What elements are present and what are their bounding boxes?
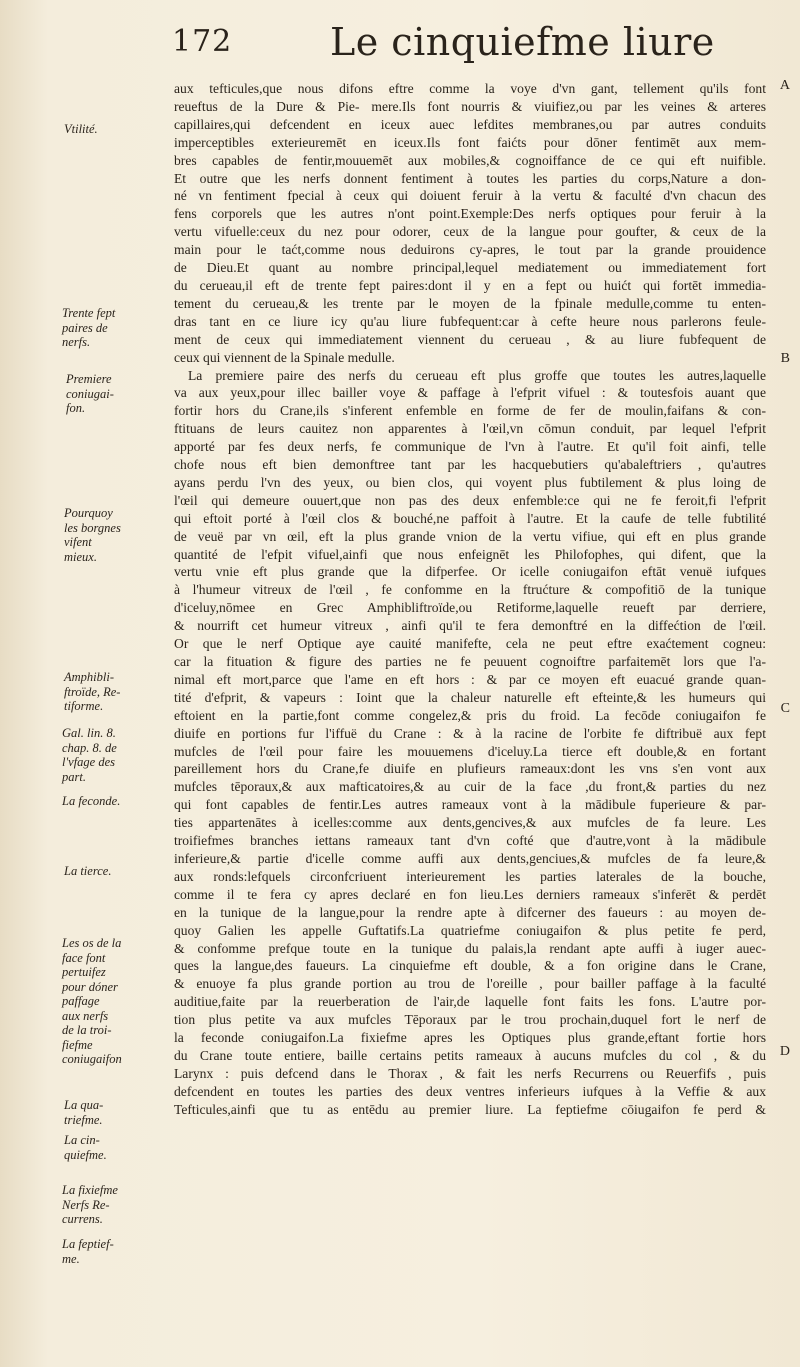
margin-note-line: La cin- <box>64 1133 100 1147</box>
text-line: defcendent en toutes les parties des deux ventres inferieurs iufques à la Veffie & aux <box>174 1083 766 1099</box>
margin-note <box>62 306 115 350</box>
text-line: apporté par fes deux nerfs, fe communique de l'vn à l'autre. Et qu'il foit ainfi, telle <box>174 439 766 455</box>
page-number: 172 <box>172 24 233 59</box>
text-line: tité d'efprit, & vapeurs : Ioint que la chaleur naturelle eft efteinte,& les humeurs qui <box>174 689 766 705</box>
margin-note <box>62 936 122 1067</box>
margin-notes <box>4 80 154 1350</box>
margin-note <box>64 670 120 714</box>
section-letter-b: B <box>780 351 790 366</box>
margin-note-line: l'vfage des <box>62 755 116 769</box>
margin-note-line: paffage <box>62 994 100 1008</box>
margin-note-line: fiefme <box>62 1037 93 1052</box>
text-line: dras tant en ce liure icy qu'au liure fubfequent:car à cefte heure nous parlerons feule- <box>174 313 766 329</box>
text-line: vertu vnie eft plus grande que la difperfee. Or icelle coniugaifon eftāt venuë iufques <box>174 564 766 580</box>
text-line: Et outre que les nerfs donnent fentiment à toutes les parties du corps,Nature a don- <box>174 170 766 186</box>
text-line: car la fituation & figure des parties ne fe peuuent cognoiftre parfaitemēt lors que l'a- <box>174 654 766 669</box>
text-line: capillaires,qui defcendent en iceux auec lefdites membranes,ou par autres conduits <box>174 116 766 132</box>
text-line: diuife en portions fur l'iffuë du Crane : & à la racine de l'orbite fe diftribuë aux fept <box>174 725 766 741</box>
text-line: qui font capables de fentir.Les autres rameaux vont à la mādibule fuperieure & par- <box>174 797 766 813</box>
margin-note-line: quiefme. <box>64 1147 107 1162</box>
text-line: bres capables de fentir,mouuemēt aux mobiles,& cognoiffance de ce qui eft nuifible. <box>174 152 766 168</box>
text-line: aux tefticules,que nous difons eftre comme la voye d'vn gant, tellement qu'ils font <box>174 81 766 96</box>
text-line: main pour le taćt,comme nous deduirons cy-apres, le tout par la grande prouidence <box>174 242 766 258</box>
text-line: tement du cerueau,& les trente par le moyen de la fpinale medulle,comme tu enten- <box>174 295 766 311</box>
section-letter-a: A <box>779 78 790 93</box>
text-line: mufcles tēporaux,& aux mafticatoires,& au cuir de la face ,du front,& parties du nez <box>174 779 766 795</box>
margin-note-line: Gal. lin. 8. <box>62 726 116 740</box>
text-line: tion plus petite va aux mufcles Tēporaux par le trou prochain,duquel fort le nerf de <box>174 1012 766 1028</box>
margin-note-line: La feconde. <box>62 794 121 808</box>
text-line: pareillement hors du Crane,fe diuife en plufieurs rameaux:dont les vns s'en vont aux <box>174 761 766 777</box>
text-line: en la tunique de la langue,pour la rendre apte à difcerner des faueurs : au moyen de- <box>174 904 766 920</box>
text-line: auditiue,faite par la reuerberation de l'air,de laquelle font faits les fons. L'autre por- <box>174 994 766 1010</box>
text-line: quantité de l'efpit vifuel,ainfi que nous enfeignēt les Philofophes, qui difent, que la <box>174 546 766 562</box>
text-line: l'œil qui demeure ouuert,que non pas des deux enfemble:ce qui ne fe feroit,fi l'efprit <box>174 492 766 508</box>
text-line: Tefticules,ainfi que tu as entēdu au premier liure. La feptiefme cōiugaifon fe perd & <box>174 1101 766 1117</box>
running-title: Le cinquiefme liure <box>330 20 715 64</box>
margin-note-line: Nerfs Re- <box>62 1197 110 1212</box>
margin-note-line: face font <box>62 950 106 965</box>
text-line: ques la langue,des faueurs. La cinquiefme eft double, & a fon origine dans le Crane, <box>174 958 766 974</box>
text-line: à l'humeur vitreux de l'œil , fe confomme en la ftrućture & compofitiō de la tunique <box>174 582 766 598</box>
margin-note-line: fon. <box>66 401 86 415</box>
margin-note <box>64 506 121 564</box>
margin-note <box>64 1133 107 1162</box>
margin-note-line: pertuifez <box>62 965 106 979</box>
text-line: ayans perdu l'vn des yeux, ou bien clos, qui voyent plus fubtilement & plus loing de <box>174 474 766 490</box>
margin-note-line: Trente fept <box>62 306 116 320</box>
text-line: qui eftoit porté à l'œil clos & bouché,ne paffoit à l'autre. Et la caufe de telle fubtilité <box>174 510 766 526</box>
section-letter-c: C <box>780 701 790 716</box>
margin-note-line: triefme. <box>64 1112 103 1127</box>
text-line: ties appartenātes à icelles:comme aux dents,gencives,& aux mufcles de fa leure. Les <box>174 815 766 831</box>
text-line: mufcles de l'œil pour faire les mouuemens d'iceluy.La tierce eft double,& en fortant <box>174 743 766 759</box>
margin-note-line: nerfs. <box>62 335 91 349</box>
text-line: imperceptibles exterieuremēt en iceux.Ils font faićts pour dōner fentimēt aux mem- <box>174 134 766 150</box>
text-line: ment de ceux qui immediatement viennent du cerueau , & au liure fubfequent de <box>174 331 766 347</box>
margin-note <box>62 1237 114 1266</box>
margin-note <box>64 864 111 879</box>
margin-note <box>62 726 117 784</box>
margin-note-line: mieux. <box>64 549 97 564</box>
margin-note-line: vifent <box>64 535 92 549</box>
text-line: reueftus de la Dure & Pie- mere.Ils font nourris & viuifiez,ou par les veines & arteres <box>174 98 766 114</box>
margin-note-line: paires de <box>62 320 108 335</box>
margin-note-line: pour dóner <box>62 979 118 994</box>
margin-note-line: me. <box>62 1251 80 1266</box>
margin-note-line: chap. 8. de <box>62 740 117 755</box>
text-line: d'iceluy,nōmee en Grec Amphibliftroïde,ou Retiforme,laquelle reueft par derriere, <box>174 600 766 616</box>
margin-note-line: La feptief- <box>62 1237 114 1251</box>
margin-note-line: La fixiefme <box>62 1183 118 1197</box>
text-line: nimal eft mort,parce que l'ame en eft hors : & par ce moyen eft euacué grande quan- <box>174 671 766 687</box>
text-line: Larynx : puis defcend dans le Thorax , & fait les nerfs Recurrens ou Reuerfifs , puis <box>174 1065 766 1081</box>
text-line: & enuoye fa plus grande portion au trou de l'oreille , pour bailler paffage à la faculté <box>174 976 766 992</box>
text-line: fortir hors du Crane,ils s'inferent enfemble en forme de fer de moulin,faifans & con- <box>174 403 766 419</box>
text-line: ceux qui viennent de la Spinale medulle. <box>174 349 395 365</box>
text-line: & confomme prefque toute en la tunique du palais,la rendant apte auffi à iuger auec- <box>174 940 766 956</box>
margin-note-line: La qua- <box>64 1098 104 1112</box>
text-line: aux ronds:lefquels circonfcriuent interieurement les parties laterales de la bouche, <box>174 868 766 884</box>
text-line: de Dieu.Et quant au nombre principal,lequel mediatement ou immediatement fort <box>174 260 766 276</box>
margin-note-line: de la troi- <box>62 1023 112 1037</box>
text-line: du Crane toute entiere, baille certains petits rameaux à aucuns mufcles du col , & du <box>174 1047 766 1063</box>
body-text <box>174 80 766 1119</box>
text-line: fens corporels que les autres n'ont point.Exemple:Des nerfs optiques pour feruir à la <box>174 206 766 222</box>
margin-note <box>64 122 98 137</box>
text-line: du cerueau,il eft de trente fept paires:dont il y en a fept ou huićt qui fortēt immedia- <box>174 277 766 293</box>
text-line: vertu vifuelle:ceux du nez pour odorer, ceux de la langue pour goufter, & ceux de la <box>174 224 766 240</box>
margin-note <box>66 372 114 416</box>
page-header <box>160 14 760 76</box>
section-letter-d: D <box>779 1044 790 1059</box>
margin-note-line: les borgnes <box>64 520 121 535</box>
text-line: né vn fentiment fpecial à ceux qui doiuent feruir à la vertu & faculté d'vn chacun des <box>174 188 766 204</box>
margin-note-line: tiforme. <box>64 699 104 713</box>
margin-note <box>62 794 120 809</box>
margin-note-line: part. <box>62 769 86 784</box>
margin-note-line: Vtilité. <box>64 122 98 136</box>
text-line: la feconde coniugaifon.La fixiefme apres les Optiques plus grande,eftant fortie hors <box>174 1030 766 1046</box>
text-line: va aux yeux,pour illec bailler voye & paffage à l'efprit vifuel : & toutesfois auant que <box>174 385 766 401</box>
margin-note-line: currens. <box>62 1212 103 1226</box>
margin-note-line: Pourquoy <box>64 506 113 520</box>
text-line: de veuë par vn œil, eft la plus grande vnion de la vertu vifiue, qui eft en plus grande <box>174 528 766 544</box>
margin-note-line: coniugaifon <box>62 1052 122 1066</box>
text-line: Or que le nerf Optique aye cauité manifefte, cela ne peut eftre exaćtement cogneu: <box>174 636 766 652</box>
text-line: inferieure,& partie d'icelle comme auffi aux dents,genciues,& mufcles de fa leure,& <box>174 850 766 866</box>
margin-note-line: Les os de la <box>62 936 122 950</box>
text-line: & nourrift cet humeur vitreux , ainfi qu'il te fera demonftré en la diffećtion de l'œil. <box>174 618 766 634</box>
text-line: quoy Galien les appelle Guftatifs.La quatriefme coniugaifon & plus petite fe perd, <box>174 922 766 938</box>
margin-note-line: Amphibli- <box>64 670 114 684</box>
margin-note <box>62 1183 118 1227</box>
text-line: eftoient en la partie,font comme congelez,& pris du froid. La fecōde coniugaifon fe <box>174 707 766 723</box>
text-line: comme il te fera cy apres declaré en fon lieu.Les derniers rameaux s'inferēt & perdēt <box>174 886 766 902</box>
margin-note-line: aux nerfs <box>62 1008 109 1023</box>
text-line: ftituans de leurs cauitez non apparentes à l'œil,vn cōmun conduit, par lequel l'efprit <box>174 421 766 437</box>
text-line: troifiefmes branches iettans rameaux tant d'vn cofté que d'autre,vont à la mādibule <box>174 833 766 849</box>
text-line: chofe nous eft bien demonftree tant par les hacquebutiers qu'abaleftriers , qu'autres <box>174 457 766 473</box>
margin-note-line: coniugai- <box>66 386 114 401</box>
margin-note <box>64 1098 103 1127</box>
text-line: La premiere paire des nerfs du cerueau eft plus groffe que toutes les autres,laquelle <box>188 367 766 383</box>
margin-note-line: ftroïde, Re- <box>64 684 121 699</box>
margin-note-line: La tierce. <box>64 864 112 878</box>
margin-note-line: Premiere <box>66 372 112 386</box>
